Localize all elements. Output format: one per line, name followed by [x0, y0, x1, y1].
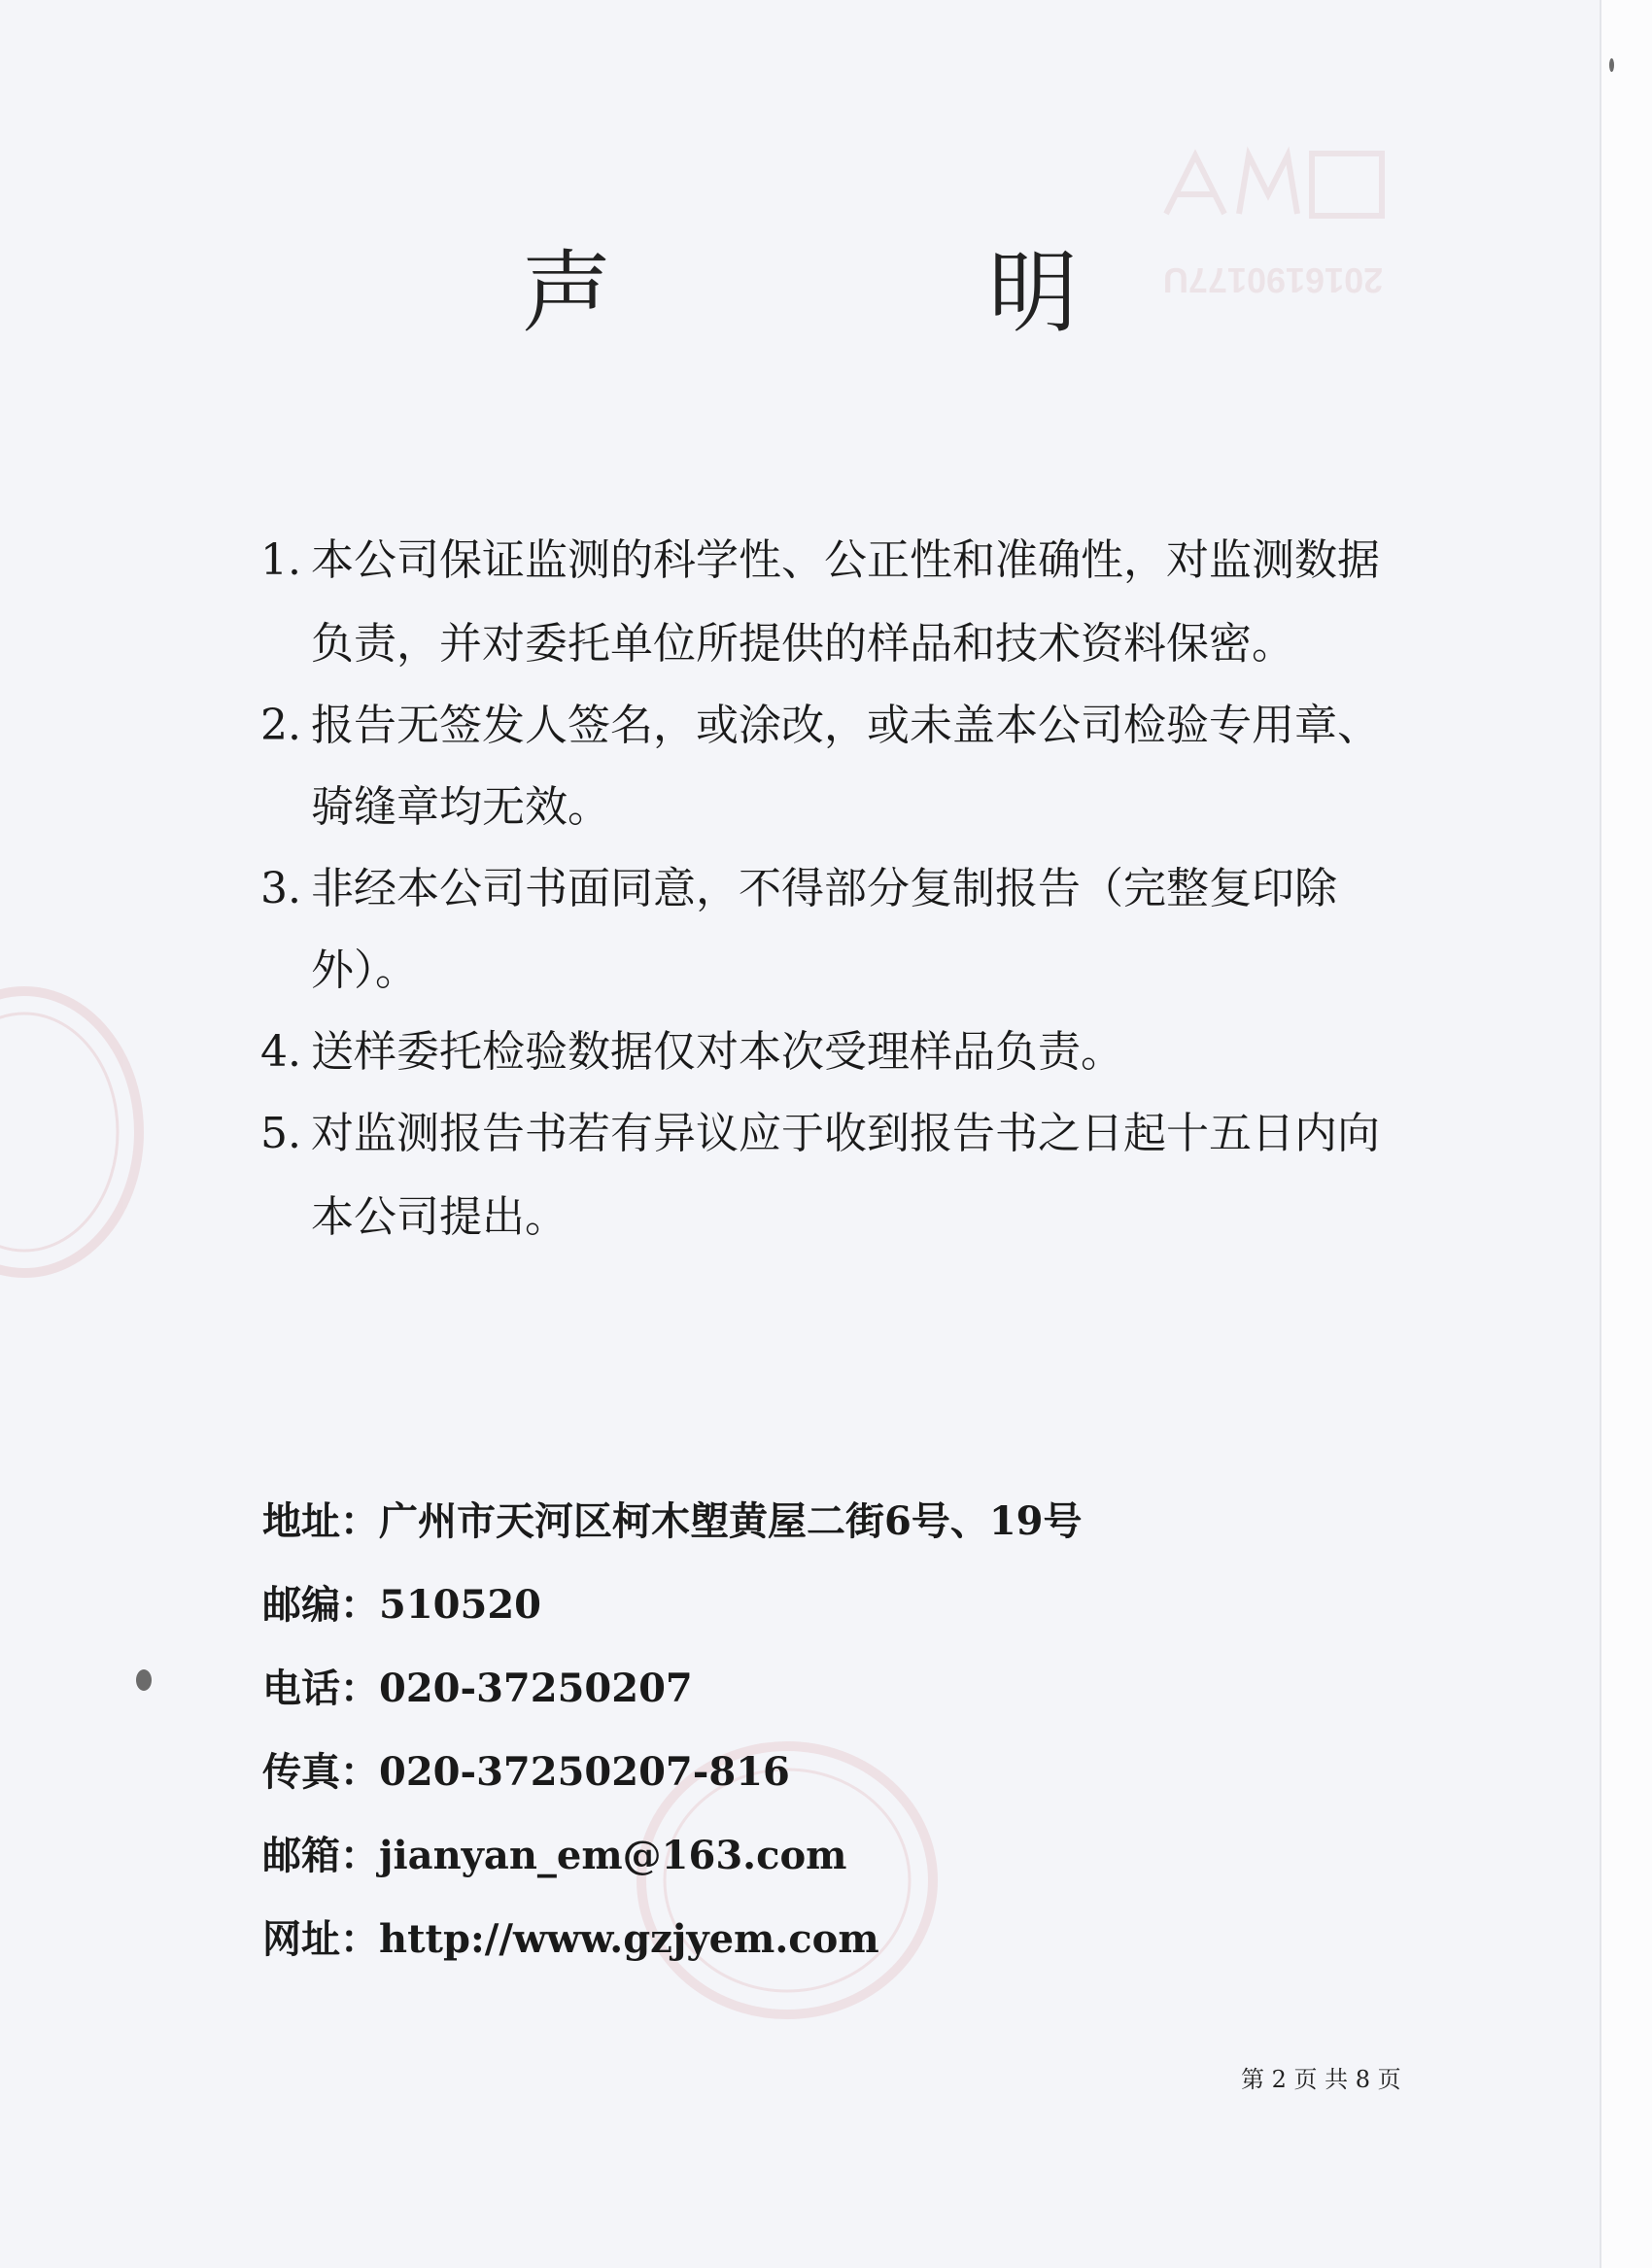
- notice-2-line-1: 2. 报告无签发人签名，或涂改，或未盖本公司检验专用章、: [260, 701, 1380, 750]
- phone-row: 电话：020-37250207: [262, 1666, 693, 1711]
- seal-stamp-left: [0, 972, 165, 1292]
- notice-1-number: 1.: [260, 535, 301, 585]
- notice-2-line-2: 骑缝章均无效。: [311, 782, 610, 832]
- address-value: 广州市天河区柯木塱黄屋二街6号、19号: [379, 1498, 1083, 1544]
- page-title: 声 明: [521, 241, 1222, 345]
- postcode-value: 510520: [379, 1582, 541, 1628]
- fax-value: 020-37250207-816: [379, 1749, 790, 1795]
- email-row: 邮箱：jianyan_em@163.com: [262, 1833, 847, 1878]
- fax-row: 传真：020-37250207-816: [262, 1749, 790, 1795]
- phone-value: 020-37250207: [379, 1666, 693, 1711]
- email-value: jianyan_em@163.com: [379, 1833, 847, 1878]
- postcode-row: 邮编：510520: [262, 1582, 541, 1628]
- notice-3-line-1: 3. 非经本公司书面同意，不得部分复制报告（完整复印除: [260, 864, 1337, 913]
- cma-number: 2016190177U: [1162, 260, 1384, 300]
- notice-4-line-1: 4. 送样委托检验数据仅对本次受理样品负责。: [260, 1027, 1123, 1077]
- notice-1-line-2: 负责，并对委托单位所提供的样品和技术资料保密。: [311, 619, 1294, 669]
- notice-5-line-1: 5. 对监测报告书若有异议应于收到报告书之日起十五日内向: [260, 1109, 1380, 1158]
- notice-5-number: 5.: [260, 1109, 301, 1158]
- scan-speck: [136, 1669, 152, 1691]
- scan-speck: [1609, 58, 1614, 72]
- notice-3-number: 3.: [260, 864, 301, 913]
- notice-1-line-1: 1. 本公司保证监测的科学性、公正性和准确性，对监测数据: [260, 535, 1380, 585]
- notice-5-line-2: 本公司提出。: [311, 1192, 568, 1242]
- website-row: 网址：http://www.gzjyem.com: [262, 1916, 879, 1962]
- notice-4-number: 4.: [260, 1027, 301, 1077]
- page-number: 第 2 页 共 8 页: [1241, 2066, 1401, 2093]
- notice-3-line-2: 外）。: [311, 945, 418, 995]
- scan-edge: [1600, 0, 1652, 2268]
- notice-2-number: 2.: [260, 701, 301, 750]
- website-value: http://www.gzjyem.com: [379, 1916, 879, 1962]
- address-row: 地址：广州市天河区柯木塱黄屋二街6号、19号: [262, 1498, 1083, 1544]
